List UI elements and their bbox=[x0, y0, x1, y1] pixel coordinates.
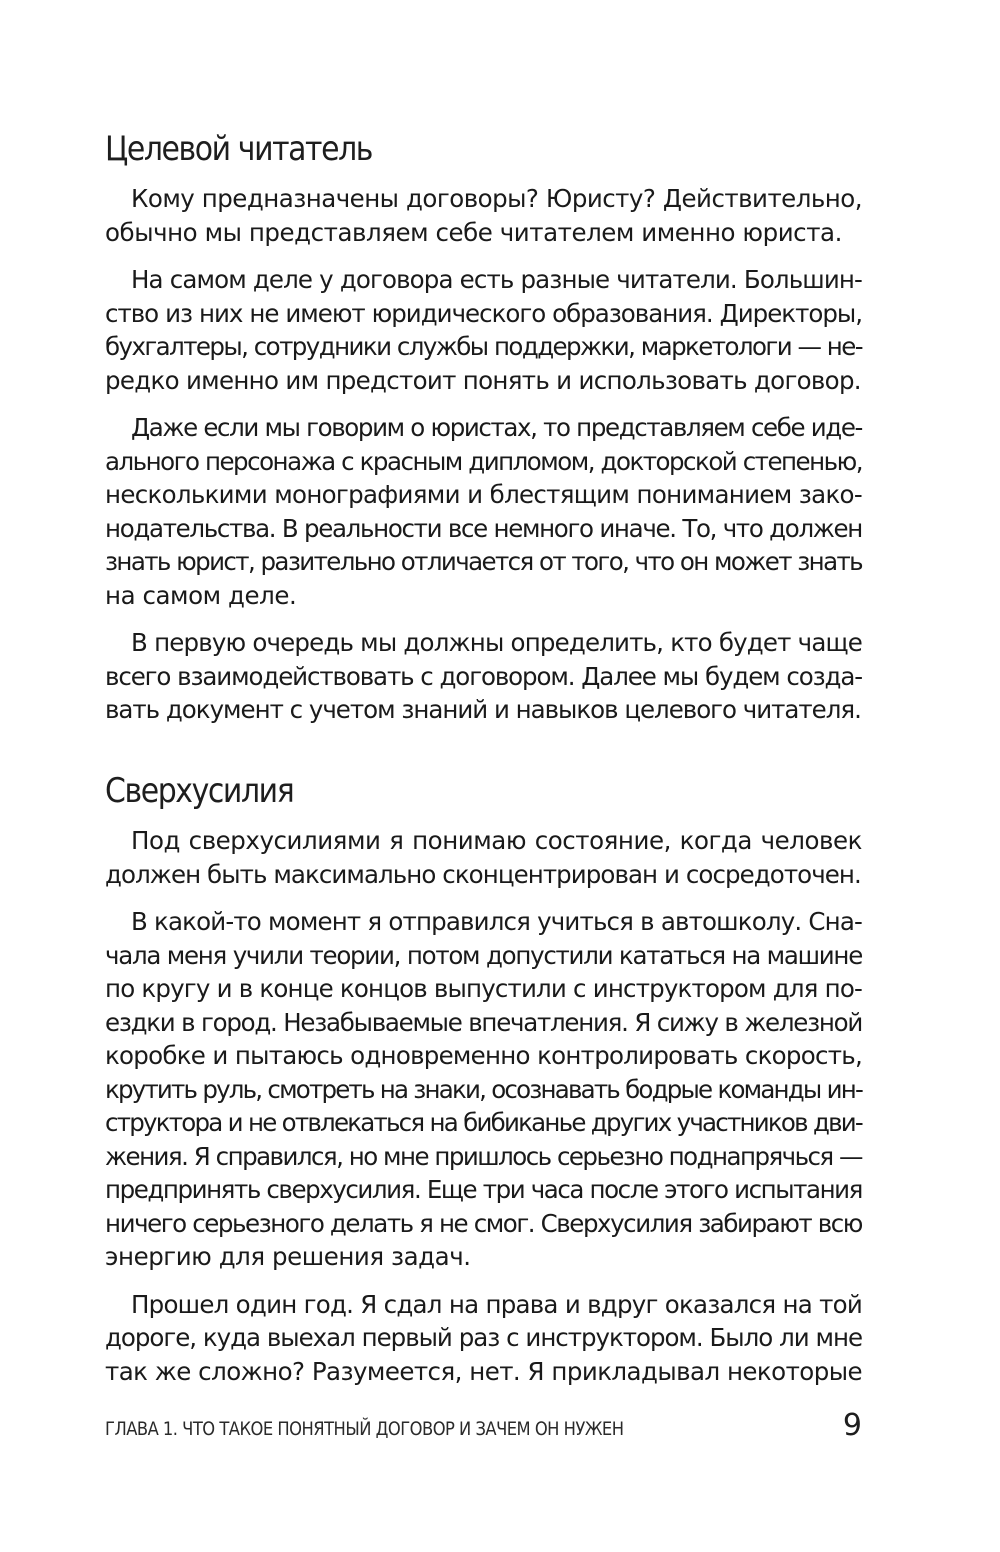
section-overeffort bbox=[105, 768, 862, 1402]
text-line: Даже если мы говорим о юристах, то представляем себе иде- bbox=[131, 413, 862, 442]
paragraph bbox=[105, 824, 862, 891]
text-line: жения. Я справился, но мне пришлось серьезно поднапрячься — bbox=[105, 1141, 862, 1171]
page-number: 9 bbox=[842, 1408, 862, 1443]
section-target-reader bbox=[105, 126, 862, 741]
section-heading: Сверхусилия bbox=[105, 771, 294, 811]
text-line: нодательства. В реальности все немного иначе. То, что должен bbox=[105, 513, 862, 543]
text-line: ального персонажа с красным дипломом, докторской степенью, bbox=[105, 446, 862, 476]
text-line: ство из них не имеют юридического образования. Директоры, bbox=[105, 298, 862, 328]
text-line: вать документ с учетом знаний и навыков целевого читателя. bbox=[105, 695, 861, 724]
running-footer-chapter-title: ГЛАВА 1. ЧТО ТАКОЕ ПОНЯТНЫЙ ДОГОВОР И ЗАЧЕМ ОН НУЖЕН bbox=[105, 1418, 624, 1440]
section-body bbox=[105, 182, 862, 727]
paragraph bbox=[105, 626, 862, 727]
text-line: чала меня учили теории, потом допустили кататься на машине bbox=[105, 940, 862, 970]
text-line: Под сверхусилиями я понимаю состояние, когда человек bbox=[131, 826, 862, 855]
text-line: В какой-то момент я отправился учиться в автошколу. Сна- bbox=[131, 907, 862, 936]
section-body bbox=[105, 824, 862, 1388]
text-line: знать юрист, разительно отличается от того, что он может знать bbox=[105, 547, 862, 576]
text-line: ничего серьезного делать я не смог. Сверхусилия забирают всю bbox=[105, 1208, 862, 1238]
paragraph bbox=[105, 905, 862, 1274]
text-line: обычно мы представляем себе читателем именно юриста. bbox=[105, 217, 842, 247]
text-line: так же сложно? Разумеется, нет. Я прикладывал некоторые bbox=[105, 1356, 862, 1386]
text-line: несколькими монографиями и блестящим пониманием зако- bbox=[105, 480, 862, 509]
text-line: бухгалтеры, сотрудники службы поддержки, маркетологи — не- bbox=[105, 332, 862, 361]
text-line: Кому предназначены договоры? Юристу? Действительно, bbox=[131, 184, 862, 213]
text-line: предпринять сверхусилия. Еще три часа после этого испытания bbox=[105, 1175, 862, 1204]
paragraph bbox=[105, 1288, 862, 1389]
text-line: по кругу и в конце концов выпустили с инструктором для по- bbox=[105, 974, 862, 1003]
text-line: дороге, куда выехал первый раз с инструктором. Было ли мне bbox=[105, 1323, 862, 1352]
text-line: всего взаимодействовать с договором. Далее мы будем созда- bbox=[105, 661, 862, 691]
text-line: На самом деле у договора есть разные читатели. Большин- bbox=[131, 265, 862, 294]
text-line: В первую очередь мы должны определить, кто будет чаще bbox=[131, 628, 862, 657]
text-line: крутить руль, смотреть на знаки, осознавать бодрые команды ин- bbox=[105, 1074, 862, 1104]
paragraph bbox=[105, 411, 862, 612]
section-heading: Целевой читатель bbox=[105, 129, 373, 169]
text-line: на самом деле. bbox=[105, 580, 297, 610]
text-line: Прошел один год. Я сдал на права и вдруг оказался на той bbox=[131, 1289, 862, 1319]
text-line: структора и не отвлекаться на бибиканье других участников дви- bbox=[105, 1108, 862, 1137]
text-line: коробке и пытаюсь одновременно контролировать скорость, bbox=[105, 1041, 862, 1070]
paragraph bbox=[105, 263, 862, 397]
text-line: ездки в город. Незабываемые впечатления. Я сижу в железной bbox=[105, 1007, 862, 1037]
text-line: энергию для решения задач. bbox=[105, 1242, 471, 1271]
text-line: редко именно им предстоит понять и использовать договор. bbox=[105, 365, 861, 395]
paragraph bbox=[105, 182, 862, 249]
text-line: должен быть максимально сконцентрирован и сосредоточен. bbox=[105, 859, 861, 889]
